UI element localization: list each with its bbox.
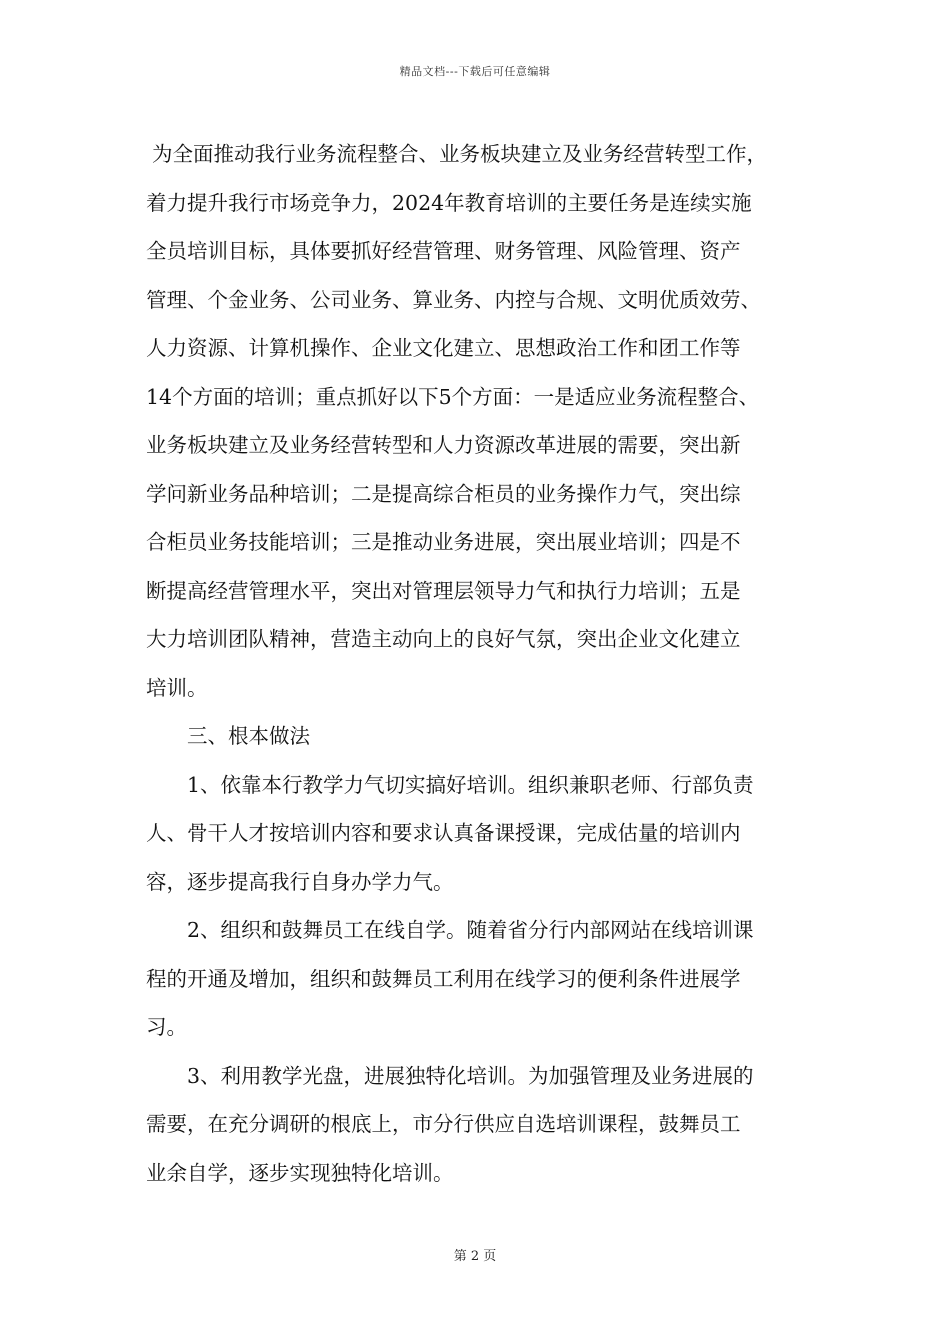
paragraph-line: 3、利用教学光盘，进展独特化培训。为加强管理及业务进展的 [187, 1063, 754, 1088]
paragraph-line: 人、骨干人才按培训内容和要求认真备课授课，完成估量的培训内 [146, 821, 741, 845]
paragraph-line: 程的开通及增加，组织和鼓舞员工利用在线学习的便利条件进展学 [146, 966, 741, 991]
paragraph-line: 断提高经营管理水平，突出对管理层领导力气和执行力培训；五是 [146, 578, 741, 603]
paragraph-line: 2、组织和鼓舞员工在线自学。随着省分行内部网站在线培训课 [187, 918, 754, 942]
page-number: 2 [470, 1249, 480, 1264]
page-number-prefix: 第 [453, 1249, 467, 1264]
paragraph-line: 容，逐步提高我行自身办学力气。 [146, 869, 454, 894]
paragraph-line: 大力培训团队精神，营造主动向上的良好气氛，突出企业文化建立 [146, 627, 741, 651]
paragraph-line: 14个方面的培训；重点抓好以下5个方面：一是适应业务流程整合、 [146, 384, 760, 409]
section-heading: 三、根本做法 [187, 724, 310, 748]
page-footer [0, 1248, 950, 1266]
paragraph-line: 业余自学，逐步实现独特化培训。 [146, 1160, 454, 1185]
paragraph-line: 全员培训目标，具体要抓好经营管理、财务管理、风险管理、资产 [146, 239, 741, 263]
document-body [146, 130, 810, 1197]
paragraph-line: 习。 [146, 1015, 187, 1039]
paragraph-line: 需要，在充分调研的根底上，市分行供应自选培训课程，鼓舞员工 [146, 1112, 741, 1136]
paragraph-line: 业务板块建立及业务经营转型和人力资源改革进展的需要，突出新 [146, 433, 741, 457]
paragraph-line: 学问新业务品种培训；二是提高综合柜员的业务操作力气，突出综 [146, 481, 741, 506]
page-header: 精品文档---下载后可任意编辑 [399, 65, 551, 78]
paragraph-line: 合柜员业务技能培训；三是推动业务进展，突出展业培训；四是不 [146, 530, 741, 554]
paragraph-line: 1、依靠本行教学力气切实搞好培训。组织兼职老师、行部负责 [187, 772, 754, 797]
paragraph-line: 人力资源、计算机操作、企业文化建立、思想政治工作和团工作等 [146, 336, 741, 360]
page-number-suffix: 页 [483, 1249, 497, 1264]
paragraph-line: 管理、个金业务、公司业务、算业务、内控与合规、文明优质效劳、 [146, 287, 761, 312]
paragraph-line: 为全面推动我行业务流程整合、业务板块建立及业务经营转型工作， [152, 142, 767, 166]
paragraph-line: 培训。 [146, 675, 208, 700]
paragraph-line: 着力提升我行市场竞争力，2024年教育培训的主要任务是连续实施 [146, 190, 752, 215]
